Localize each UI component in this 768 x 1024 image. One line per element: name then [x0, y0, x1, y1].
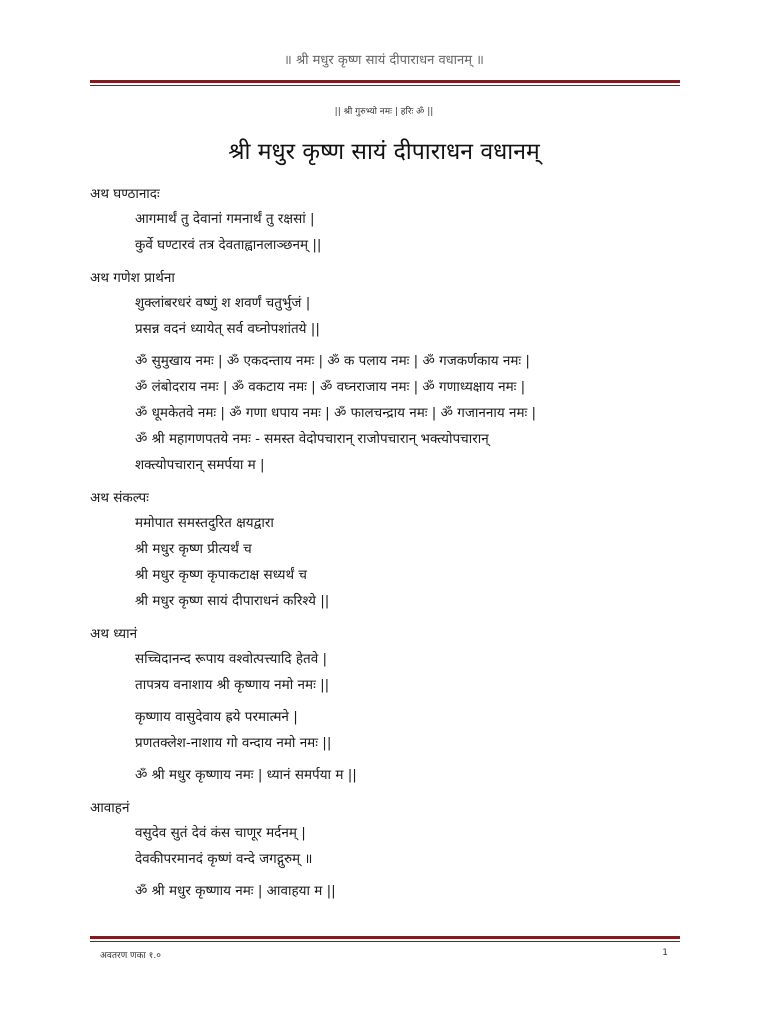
verse-group: [90, 206, 690, 258]
section: [90, 486, 690, 614]
verse-line: कृष्णाय वासुदेवाय ह्रये परमात्मने |: [135, 709, 298, 725]
verse-group: [90, 348, 690, 478]
verse-line: आगमार्थं तु देवानां गमनार्थं तु रक्षसां |: [135, 211, 315, 227]
verse-line: प्रणतक्लेश-नाशाय गो वन्दाय नमो नमः ||: [135, 735, 332, 751]
section: [90, 622, 690, 788]
section: [90, 266, 690, 478]
verse-line: शक्त्योपचारान् समर्पया म |: [135, 457, 265, 473]
invocation-line: || श्री गुरुभ्यो नमः | हरिः ॐ ||: [334, 107, 434, 117]
verse-line: ॐ श्री मधुर कृष्णाय नमः | ध्यानं समर्पया म ||: [135, 767, 357, 783]
running-header: ॥ श्री मधुर कृष्ण सायं दीपाराधन वधानम् ॥: [284, 53, 484, 68]
verse-line: ममोपात समस्तदुरित क्षयद्वारा: [135, 515, 274, 531]
verse-line: श्री मधुर कृष्ण सायं दीपाराधनं करिश्ये ||: [135, 593, 330, 609]
verse-line: ॐ धूमकेतवे नमः | ॐ गणा धपाय नमः | ॐ फालचन्द्राय नमः | ॐ गजाननाय नमः |: [135, 405, 537, 421]
footer-version: अवतरण णका १.०: [100, 951, 161, 961]
verse-group: [90, 820, 690, 872]
section: [90, 796, 690, 904]
document-body: [90, 182, 690, 912]
section-heading: अथ संकल्पः: [90, 490, 149, 506]
verse-line: श्री मधुर कृष्ण कृपाकटाक्ष सध्यर्थं च: [135, 567, 307, 583]
verse-line: वसुदेव सुतं देवं कंस चाणूर मर्दनम् |: [135, 825, 306, 841]
header-rule-thin: [90, 85, 680, 86]
verse-line: ॐ लंबोदराय नमः | ॐ वकटाय नमः | ॐ वघ्नराजाय नमः | ॐ गणाध्यक्षाय नमः |: [135, 379, 526, 395]
verse-group: [90, 290, 690, 342]
verse-line: कुर्वे घण्टारवं तत्र देवताह्वानलाञ्छनम् ||: [135, 237, 322, 253]
verse-line: ॐ सुमुखाय नमः | ॐ एकदन्ताय नमः | ॐ क पलाय नमः | ॐ गजकर्णकाय नमः |: [135, 353, 530, 369]
verse-line: शुक्लांबरधरं वष्णुं श शवर्णं चतुर्भुजं |: [135, 295, 311, 311]
page-number: 1: [662, 948, 668, 958]
verse-line: देवकीपरमानदं कृष्णं वन्दे जगद्गुरुम् ॥: [135, 851, 313, 867]
verse-line: श्री मधुर कृष्ण प्रीत्यर्थं च: [135, 541, 252, 557]
footer-rule: [90, 936, 680, 939]
section-heading: अथ ध्यानं: [90, 626, 138, 642]
verse-line: तापत्रय वनाशाय श्री कृष्णाय नमो नमः ||: [135, 677, 330, 693]
verse-group: [90, 704, 690, 756]
verse-line: प्रसन्न वदनं ध्यायेत् सर्व वघ्नोपशांतये ||: [135, 321, 320, 337]
verse-line: ॐ श्री मधुर कृष्णाय नमः | आवाहया म ||: [135, 883, 336, 899]
section-heading: आवाहनं: [90, 800, 130, 816]
page-title: श्री मधुर कृष्ण सायं दीपाराधन वधानम्: [228, 139, 540, 165]
verse-line: सच्चिदानन्द रूपाय वश्वोत्पत्त्यादि हेतवे |: [135, 651, 328, 667]
verse-group: [90, 878, 690, 904]
section: [90, 182, 690, 258]
header-rule: [90, 80, 680, 83]
verse-group: [90, 510, 690, 614]
section-heading: अथ गणेश प्रार्थना: [90, 270, 175, 286]
verse-line: ॐ श्री महागणपतये नमः - समस्त वेदोपचारान् राजोपचारान् भक्त्योपचारान्: [135, 431, 489, 447]
section-heading: अथ घण्ठानादः: [90, 186, 160, 202]
verse-group: [90, 762, 690, 788]
footer-rule-thin: [90, 941, 680, 942]
verse-group: [90, 646, 690, 698]
